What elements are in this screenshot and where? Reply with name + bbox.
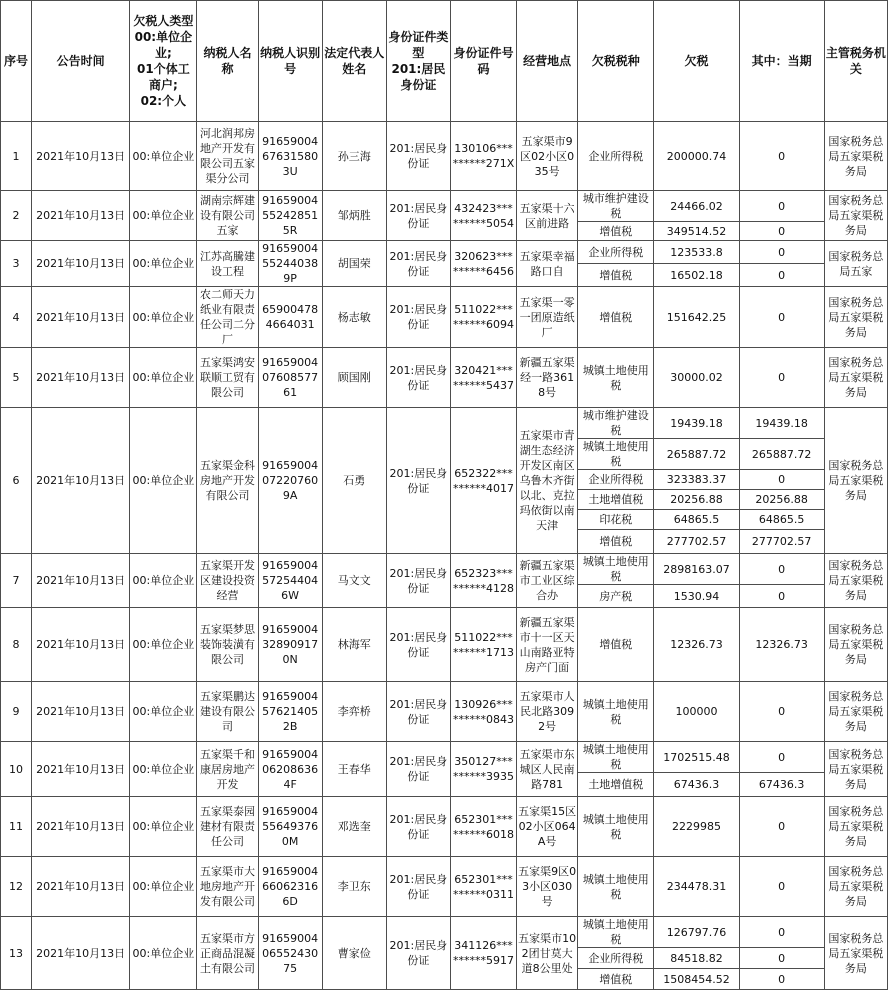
table-body	[1, 122, 888, 990]
cell-owed: 2229985	[654, 797, 739, 857]
cell-taxpayer-name: 五家渠市方正商品混凝土有限公司	[197, 917, 258, 990]
table-row	[1, 348, 888, 408]
cell-current: 0	[739, 122, 824, 191]
cell-taxpayer-name: 五家渠市大地房地产开发有限公司	[197, 857, 258, 917]
cell-authority: 国家税务总局五家渠税务局	[824, 682, 887, 742]
cell-rep: 邹炳胜	[322, 191, 386, 241]
cell-authority: 国家税务总局五家渠税务局	[824, 348, 887, 408]
cell-authority: 国家税务总局五家渠税务局	[824, 287, 887, 348]
cell-current: 0	[739, 917, 824, 948]
table-row	[1, 608, 888, 682]
cell-owed: 126797.76	[654, 917, 739, 948]
cell-current: 0	[739, 470, 824, 490]
cell-tin: 659004784664031	[258, 287, 322, 348]
cell-tin: 91659004676315803U	[258, 122, 322, 191]
cell-taxtype: 印花税	[578, 510, 654, 530]
cell-type: 00:单位企业	[130, 241, 197, 287]
cell-addr: 五家渠十六区前进路	[517, 191, 578, 241]
cell-addr: 五家渠一零一团原造纸厂	[517, 287, 578, 348]
cell-current: 0	[739, 969, 824, 990]
cell-rep: 胡国荣	[322, 241, 386, 287]
cell-taxtype: 企业所得税	[578, 948, 654, 969]
cell-owed: 265887.72	[654, 439, 739, 470]
cell-seq: 2	[1, 191, 32, 241]
cell-rep: 曹家俭	[322, 917, 386, 990]
cell-addr: 五家渠15区02小区064A号	[517, 797, 578, 857]
cell-authority: 国家税务总局五家渠税务局	[824, 797, 887, 857]
cell-date: 2021年10月13日	[32, 682, 130, 742]
header-col-idno: 身份证件号码	[450, 1, 516, 122]
cell-current: 0	[739, 348, 824, 408]
table-header	[1, 1, 888, 122]
cell-owed: 323383.37	[654, 470, 739, 490]
cell-current: 0	[739, 797, 824, 857]
cell-date: 2021年10月13日	[32, 241, 130, 287]
cell-seq: 6	[1, 408, 32, 554]
cell-tin: 91659004552440389P	[258, 241, 322, 287]
cell-type: 00:单位企业	[130, 348, 197, 408]
cell-owed: 1530.94	[654, 585, 739, 608]
cell-rep: 邓选奎	[322, 797, 386, 857]
cell-tin: 916590040655243075	[258, 917, 322, 990]
header-col-authority: 主管税务机关	[824, 1, 887, 122]
cell-current: 0	[739, 948, 824, 969]
cell-current: 0	[739, 857, 824, 917]
cell-type: 00:单位企业	[130, 857, 197, 917]
cell-idno: 130106*********271X	[450, 122, 516, 191]
table-row	[1, 241, 888, 264]
cell-type: 00:单位企业	[130, 408, 197, 554]
cell-idtype: 201:居民身份证	[386, 682, 450, 742]
cell-owed: 100000	[654, 682, 739, 742]
cell-addr: 新疆五家渠市工业区综合办	[517, 554, 578, 608]
cell-taxpayer-name: 农二师天力纸业有限责任公司二分厂	[197, 287, 258, 348]
table-row	[1, 191, 888, 222]
cell-owed: 2898163.07	[654, 554, 739, 585]
cell-idno: 652301*********0311	[450, 857, 516, 917]
cell-seq: 7	[1, 554, 32, 608]
cell-idtype: 201:居民身份证	[386, 408, 450, 554]
cell-current: 0	[739, 191, 824, 222]
cell-addr: 五家渠市9区02小区035号	[517, 122, 578, 191]
table-row	[1, 554, 888, 585]
cell-date: 2021年10月13日	[32, 742, 130, 797]
cell-current: 64865.5	[739, 510, 824, 530]
cell-idno: 130926*********0843	[450, 682, 516, 742]
cell-seq: 11	[1, 797, 32, 857]
header-col-owed: 欠税	[654, 1, 739, 122]
cell-date: 2021年10月13日	[32, 348, 130, 408]
cell-rep: 王春华	[322, 742, 386, 797]
cell-type: 00:单位企业	[130, 917, 197, 990]
cell-taxpayer-name: 五家渠泰园建材有限责任公司	[197, 797, 258, 857]
cell-idtype: 201:居民身份证	[386, 554, 450, 608]
cell-taxtype: 城市维护建设税	[578, 408, 654, 439]
cell-owed: 64865.5	[654, 510, 739, 530]
table-row	[1, 408, 888, 439]
cell-current: 0	[739, 585, 824, 608]
cell-idno: 432423*********5054	[450, 191, 516, 241]
cell-idno: 652322*********4017	[450, 408, 516, 554]
cell-idno: 511022*********6094	[450, 287, 516, 348]
cell-rep: 马文文	[322, 554, 386, 608]
cell-date: 2021年10月13日	[32, 608, 130, 682]
cell-addr: 五家渠市人民北路3092号	[517, 682, 578, 742]
cell-current: 277702.57	[739, 530, 824, 554]
cell-taxtype: 增值税	[578, 608, 654, 682]
cell-date: 2021年10月13日	[32, 408, 130, 554]
cell-addr: 五家渠幸福路口自	[517, 241, 578, 287]
cell-idtype: 201:居民身份证	[386, 857, 450, 917]
cell-type: 00:单位企业	[130, 191, 197, 241]
cell-taxpayer-name: 五家渠鸿安联顺工贸有限公司	[197, 348, 258, 408]
cell-owed: 277702.57	[654, 530, 739, 554]
cell-tin: 91659004572544046W	[258, 554, 322, 608]
cell-taxpayer-name: 河北润邦房地产开发有限公司五家渠分公司	[197, 122, 258, 191]
cell-addr: 五家渠市东城区人民南路781	[517, 742, 578, 797]
cell-current: 20256.88	[739, 490, 824, 510]
cell-authority: 国家税务总局五家渠税务局	[824, 191, 887, 241]
table-row	[1, 797, 888, 857]
cell-current: 0	[739, 241, 824, 264]
header-col-date: 公告时间	[32, 1, 130, 122]
cell-owed: 20256.88	[654, 490, 739, 510]
cell-taxtype: 城镇土地使用税	[578, 797, 654, 857]
cell-taxtype: 增值税	[578, 264, 654, 287]
cell-taxtype: 城镇土地使用税	[578, 742, 654, 773]
cell-current: 0	[739, 264, 824, 287]
cell-current: 0	[739, 222, 824, 241]
cell-seq: 12	[1, 857, 32, 917]
header-col-name: 纳税人名称	[197, 1, 258, 122]
cell-seq: 10	[1, 742, 32, 797]
cell-current: 0	[739, 287, 824, 348]
table-row	[1, 857, 888, 917]
cell-idtype: 201:居民身份证	[386, 608, 450, 682]
cell-type: 00:单位企业	[130, 608, 197, 682]
cell-taxtype: 土地增值税	[578, 490, 654, 510]
cell-taxpayer-name: 五家渠金科房地产开发有限公司	[197, 408, 258, 554]
cell-owed: 12326.73	[654, 608, 739, 682]
cell-owed: 234478.31	[654, 857, 739, 917]
cell-tin: 916590040760857761	[258, 348, 322, 408]
cell-taxtype: 土地增值税	[578, 773, 654, 797]
header-row	[1, 1, 888, 122]
cell-current: 0	[739, 682, 824, 742]
cell-taxtype: 城镇土地使用税	[578, 348, 654, 408]
header-col-addr: 经营地点	[517, 1, 578, 122]
cell-taxpayer-name: 五家渠开发区建设投资经营	[197, 554, 258, 608]
cell-taxtype: 企业所得税	[578, 122, 654, 191]
cell-current: 12326.73	[739, 608, 824, 682]
cell-taxtype: 城镇土地使用税	[578, 439, 654, 470]
cell-tin: 91659004660623166D	[258, 857, 322, 917]
header-col-rep: 法定代表人姓名	[322, 1, 386, 122]
cell-idno: 341126*********5917	[450, 917, 516, 990]
table-row	[1, 122, 888, 191]
cell-authority: 国家税务总局五家渠税务局	[824, 408, 887, 554]
table-row	[1, 682, 888, 742]
cell-date: 2021年10月13日	[32, 797, 130, 857]
cell-taxtype: 增值税	[578, 287, 654, 348]
cell-authority: 国家税务总局五家渠税务局	[824, 742, 887, 797]
table-row	[1, 742, 888, 773]
table-row	[1, 287, 888, 348]
cell-idtype: 201:居民身份证	[386, 348, 450, 408]
cell-idtype: 201:居民身份证	[386, 797, 450, 857]
cell-current: 0	[739, 554, 824, 585]
cell-taxtype: 城市维护建设税	[578, 191, 654, 222]
cell-taxtype: 企业所得税	[578, 470, 654, 490]
cell-addr: 五家渠市102团甘莫大道8公里处	[517, 917, 578, 990]
cell-idtype: 201:居民身份证	[386, 241, 450, 287]
cell-owed: 349514.52	[654, 222, 739, 241]
cell-tin: 91659004576214052B	[258, 682, 322, 742]
cell-type: 00:单位企业	[130, 122, 197, 191]
cell-owed: 16502.18	[654, 264, 739, 287]
cell-owed: 67436.3	[654, 773, 739, 797]
cell-addr: 新疆五家渠市十一区天山南路亚特房产门面	[517, 608, 578, 682]
cell-idno: 511022*********1713	[450, 608, 516, 682]
cell-rep: 林海军	[322, 608, 386, 682]
cell-seq: 1	[1, 122, 32, 191]
cell-date: 2021年10月13日	[32, 122, 130, 191]
cell-date: 2021年10月13日	[32, 857, 130, 917]
cell-idno: 652301*********6018	[450, 797, 516, 857]
cell-idno: 320421*********5437	[450, 348, 516, 408]
cell-taxtype: 企业所得税	[578, 241, 654, 264]
cell-taxtype: 房产税	[578, 585, 654, 608]
header-col-seq: 序号	[1, 1, 32, 122]
cell-owed: 151642.25	[654, 287, 739, 348]
cell-current: 67436.3	[739, 773, 824, 797]
cell-taxpayer-name: 五家渠鹏达建设有限公司	[197, 682, 258, 742]
cell-current: 265887.72	[739, 439, 824, 470]
cell-date: 2021年10月13日	[32, 554, 130, 608]
cell-taxtype: 城镇土地使用税	[578, 682, 654, 742]
cell-taxtype: 城镇土地使用税	[578, 857, 654, 917]
cell-taxtype: 城镇土地使用税	[578, 917, 654, 948]
cell-taxtype: 增值税	[578, 222, 654, 241]
cell-seq: 3	[1, 241, 32, 287]
cell-current: 0	[739, 742, 824, 773]
cell-rep: 杨志敏	[322, 287, 386, 348]
cell-seq: 8	[1, 608, 32, 682]
cell-idtype: 201:居民身份证	[386, 917, 450, 990]
cell-owed: 123533.8	[654, 241, 739, 264]
cell-authority: 国家税务总局五家渠税务局	[824, 917, 887, 990]
cell-authority: 国家税务总局五家渠税务局	[824, 554, 887, 608]
table-row	[1, 917, 888, 948]
cell-authority: 国家税务总局五家	[824, 241, 887, 287]
cell-idtype: 201:居民身份证	[386, 122, 450, 191]
cell-owed: 24466.02	[654, 191, 739, 222]
cell-owed: 1702515.48	[654, 742, 739, 773]
cell-rep: 孙三海	[322, 122, 386, 191]
cell-seq: 5	[1, 348, 32, 408]
cell-owed: 1508454.52	[654, 969, 739, 990]
cell-seq: 13	[1, 917, 32, 990]
cell-rep: 石勇	[322, 408, 386, 554]
header-col-type: 欠税人类型 00:单位企业; 01个体工商户; 02:个人	[130, 1, 197, 122]
header-col-current: 其中：当期	[739, 1, 824, 122]
cell-owed: 19439.18	[654, 408, 739, 439]
cell-taxpayer-name: 江苏高騰建设工程	[197, 241, 258, 287]
cell-authority: 国家税务总局五家渠税务局	[824, 608, 887, 682]
cell-rep: 顾国刚	[322, 348, 386, 408]
cell-taxtype: 增值税	[578, 969, 654, 990]
cell-taxpayer-name: 五家渠梦思装饰装潢有限公司	[197, 608, 258, 682]
cell-authority: 国家税务总局五家渠税务局	[824, 857, 887, 917]
cell-idno: 350127*********3935	[450, 742, 516, 797]
cell-authority: 国家税务总局五家渠税务局	[824, 122, 887, 191]
cell-date: 2021年10月13日	[32, 287, 130, 348]
cell-owed: 84518.82	[654, 948, 739, 969]
header-col-taxtype: 欠税税种	[578, 1, 654, 122]
cell-type: 00:单位企业	[130, 682, 197, 742]
cell-tin: 91659004062086364F	[258, 742, 322, 797]
cell-addr: 新疆五家渠经一路3618号	[517, 348, 578, 408]
cell-tin: 91659004328909170N	[258, 608, 322, 682]
cell-taxpayer-name: 湖南宗辉建设有限公司五家	[197, 191, 258, 241]
cell-addr: 五家渠市青湖生态经济开发区南区乌鲁木齐街以北、克拉玛依街以南天津	[517, 408, 578, 554]
cell-taxpayer-name: 五家渠千和康居房地产开发	[197, 742, 258, 797]
cell-date: 2021年10月13日	[32, 191, 130, 241]
cell-tin: 91659004072207609A	[258, 408, 322, 554]
cell-rep: 李弈桥	[322, 682, 386, 742]
cell-idtype: 201:居民身份证	[386, 191, 450, 241]
cell-owed: 30000.02	[654, 348, 739, 408]
cell-type: 00:单位企业	[130, 742, 197, 797]
cell-idno: 652323*********4128	[450, 554, 516, 608]
cell-addr: 五家渠9区03小区030号	[517, 857, 578, 917]
cell-idtype: 201:居民身份证	[386, 287, 450, 348]
cell-tin: 91659004552428515R	[258, 191, 322, 241]
cell-tin: 91659004556493760M	[258, 797, 322, 857]
cell-owed: 200000.74	[654, 122, 739, 191]
header-col-tin: 纳税人识别号	[258, 1, 322, 122]
cell-date: 2021年10月13日	[32, 917, 130, 990]
cell-type: 00:单位企业	[130, 554, 197, 608]
cell-idno: 320623*********6456	[450, 241, 516, 287]
cell-seq: 4	[1, 287, 32, 348]
header-col-idtype: 身份证件类型 201:居民身份证	[386, 1, 450, 122]
cell-current: 19439.18	[739, 408, 824, 439]
cell-taxtype: 城镇土地使用税	[578, 554, 654, 585]
cell-idtype: 201:居民身份证	[386, 742, 450, 797]
cell-seq: 9	[1, 682, 32, 742]
cell-type: 00:单位企业	[130, 797, 197, 857]
cell-rep: 李卫东	[322, 857, 386, 917]
cell-type: 00:单位企业	[130, 287, 197, 348]
cell-taxtype: 增值税	[578, 530, 654, 554]
